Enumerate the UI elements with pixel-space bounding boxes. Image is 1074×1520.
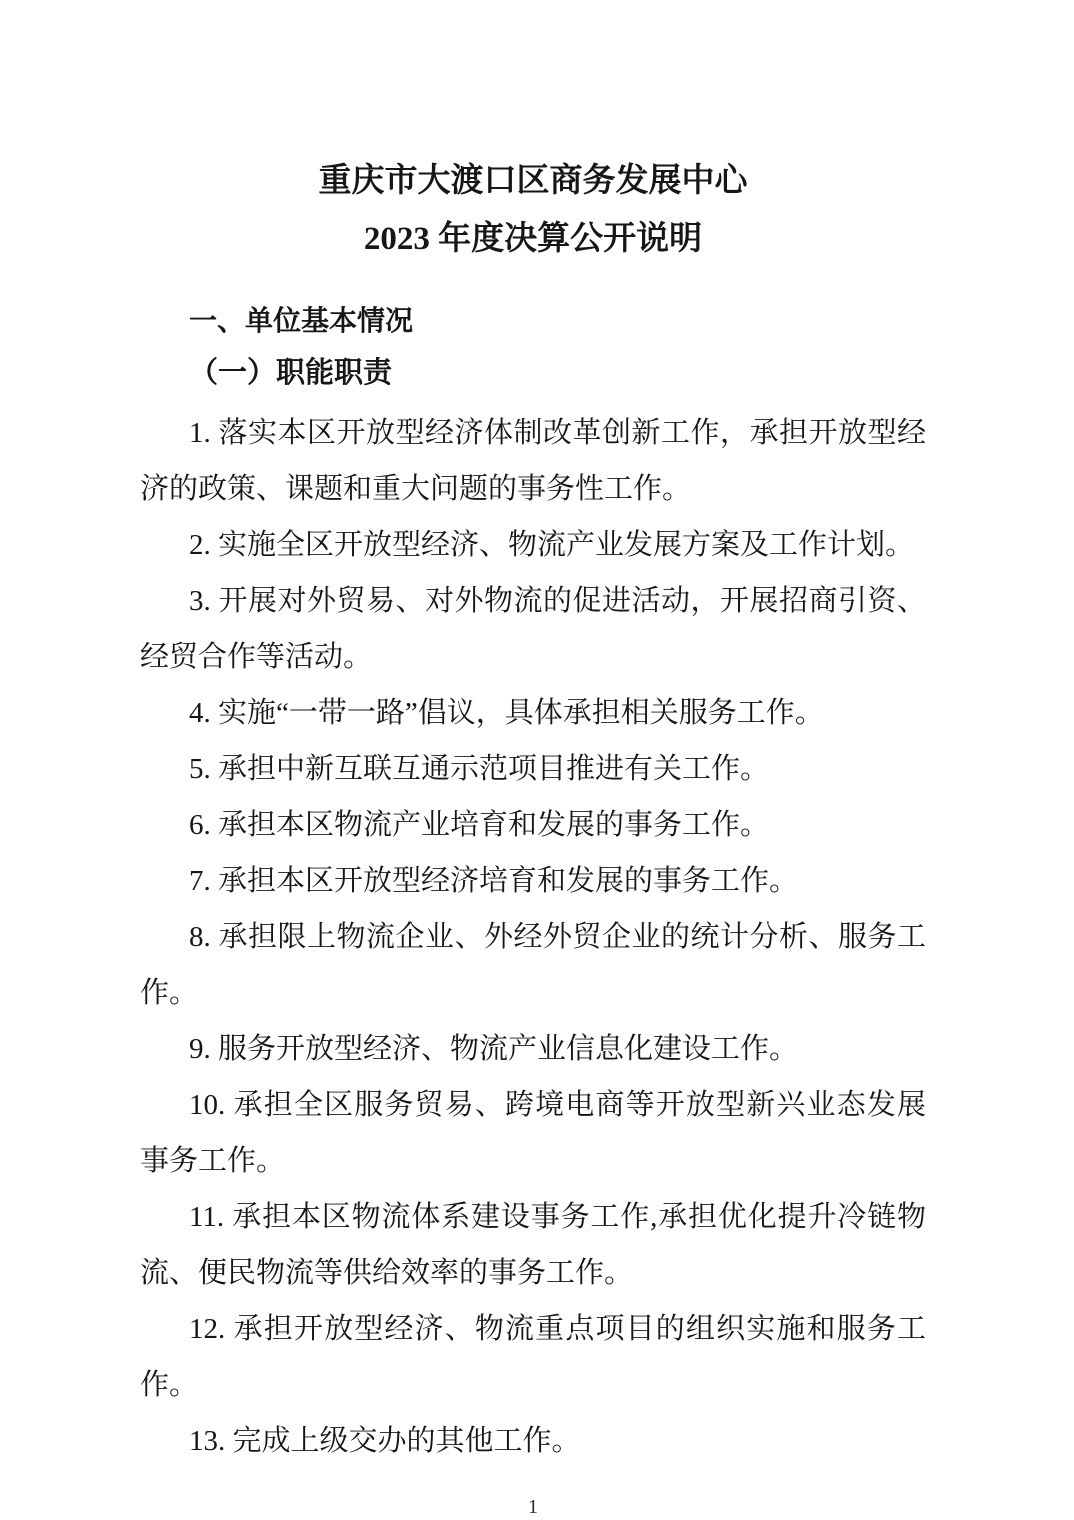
document-title <box>140 152 926 268</box>
duty-item-6: 6. 承担本区物流产业培育和发展的事务工作。 <box>189 809 770 841</box>
document-title-line-1: 重庆市大渡口区商务发展中心 <box>318 163 748 199</box>
duty-item-4: 4. 实施“一带一路”倡议，具体承担相关服务工作。 <box>189 697 824 729</box>
page-number: 1 <box>528 1496 538 1518</box>
section-heading: 一、单位基本情况 <box>189 304 414 337</box>
duty-item-8: 8. 承担限上物流企业、外经外贸企业的统计分析、服务工作。 <box>140 921 926 1009</box>
duty-item-1: 1. 落实本区开放型经济体制改革创新工作，承担开放型经济的政策、课题和重大问题的事务性工作。 <box>140 417 926 505</box>
duty-item-2: 2. 实施全区开放型经济、物流产业发展方案及工作计划。 <box>189 529 915 561</box>
duty-item-7: 7. 承担本区开放型经济培育和发展的事务工作。 <box>189 865 799 897</box>
duty-item-10: 10. 承担全区服务贸易、跨境电商等开放型新兴业态发展事务工作。 <box>140 1089 926 1177</box>
duty-item-11: 11. 承担本区物流体系建设事务工作,承担优化提升冷链物流、便民物流等供给效率的事务工作。 <box>140 1201 926 1289</box>
duty-item-3: 3. 开展对外贸易、对外物流的促进活动，开展招商引资、经贸合作等活动。 <box>140 585 926 673</box>
subsection-heading: （一）职能职责 <box>189 357 393 389</box>
document-title-line-2: 2023 年度决算公开说明 <box>363 221 703 257</box>
duty-item-5: 5. 承担中新互联互通示范项目推进有关工作。 <box>189 753 770 785</box>
duty-item-9: 9. 服务开放型经济、物流产业信息化建设工作。 <box>189 1033 799 1065</box>
duty-item-12: 12. 承担开放型经济、物流重点项目的组织实施和服务工作。 <box>140 1313 926 1401</box>
duty-item-13: 13. 完成上级交办的其他工作。 <box>189 1425 581 1457</box>
document-content <box>140 152 926 1519</box>
duty-list <box>140 405 926 1469</box>
